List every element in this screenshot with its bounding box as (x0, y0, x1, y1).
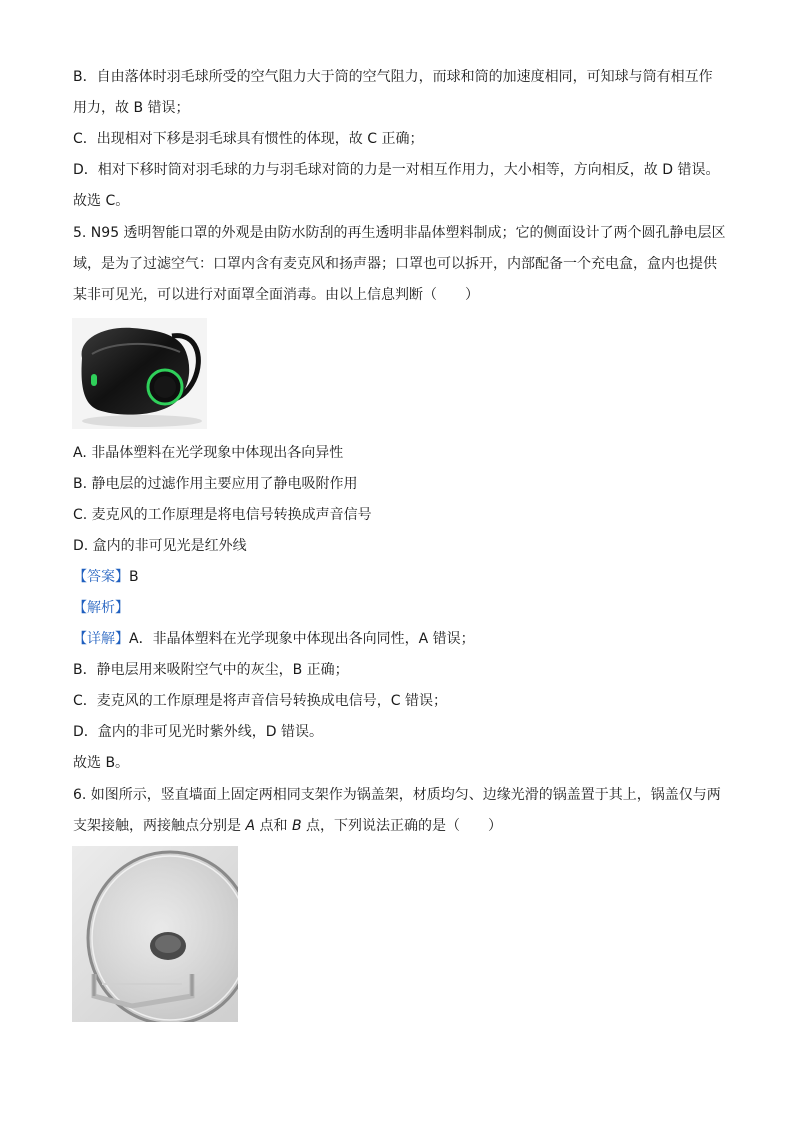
q5-stem-line3: 某非可见光，可以进行对面罩全面消毒。由以上信息判断（ ） (73, 287, 479, 303)
q5-option-b: B. 静电层的过滤作用主要应用了静电吸附作用 (73, 476, 358, 492)
q5-option-a: A. 非晶体塑料在光学现象中体现出各向异性 (73, 445, 344, 461)
q6-stem-part-2: 点和 (255, 818, 292, 834)
q6-stem-line2 (73, 816, 502, 836)
q5-conclusion: 故选 B。 (73, 755, 130, 771)
analysis-label: 【解析】 (73, 600, 129, 616)
q4-conclusion: 故选 C。 (73, 193, 130, 209)
q5-stem-line1: 5. N95 透明智能口罩的外观是由防水防刮的再生透明非晶体塑料制成；它的侧面设计了两个圆孔静电层区 (73, 225, 726, 241)
q5-answer (73, 567, 139, 587)
q4-option-b-explanation-line2: 用力，故 B 错误； (73, 100, 190, 116)
detail-text: A．非晶体塑料在光学现象中体现出各向同性，A 错误； (129, 631, 475, 647)
answer-label: 【答案】 (73, 569, 129, 585)
q5-stem-line2: 域，是为了过滤空气：口罩内含有麦克风和扬声器；口罩也可以拆开，内部配备一个充电盒，盒内也提供 (73, 256, 717, 272)
q4-option-c-explanation: C．出现相对下移是羽毛球具有惯性的体现，故 C 正确； (73, 131, 424, 147)
q5-detail-line2: B．静电层用来吸附空气中的灰尘，B 正确； (73, 662, 349, 678)
q5-option-d: D. 盒内的非可见光是红外线 (73, 538, 247, 554)
q6-stem-part-3: 点，下列说法正确的是（ ） (301, 818, 502, 834)
q5-detail-line4: D．盒内的非可见光时紫外线，D 错误。 (73, 724, 324, 740)
q5-detail-line1 (73, 629, 475, 649)
q6-stem-line1: 6. 如图所示，竖直墙面上固定两相同支架作为锅盖架，材质均匀、边缘光滑的锅盖置于其上，锅盖仅与两 (73, 787, 721, 803)
point-b-label: B (291, 818, 302, 834)
q5-analysis-heading (73, 598, 129, 618)
q4-option-b-explanation-line1: B．自由落体时羽毛球所受的空气阻力大于筒的空气阻力，而球和筒的加速度相同，可知球与筒有相互作 (73, 69, 713, 85)
smart-mask-illustration (72, 318, 207, 429)
answer-value: B (129, 569, 139, 585)
detail-label: 【详解】 (73, 631, 129, 647)
smart-mask-image (72, 318, 207, 429)
q4-option-d-explanation: D．相对下移时筒对羽毛球的力与羽毛球对筒的力是一对相互作用力，大小相等，方向相反，故 D 错误。 (73, 162, 720, 178)
point-a-label: A (245, 818, 256, 834)
pot-lid-rack-image (72, 846, 238, 1022)
q6-stem-part-1: 支架接触，两接触点分别是 (73, 818, 246, 834)
pot-lid-illustration (72, 846, 238, 1022)
q5-option-c: C. 麦克风的工作原理是将电信号转换成声音信号 (73, 507, 372, 523)
q5-detail-line3: C．麦克风的工作原理是将声音信号转换成电信号，C 错误； (73, 693, 447, 709)
